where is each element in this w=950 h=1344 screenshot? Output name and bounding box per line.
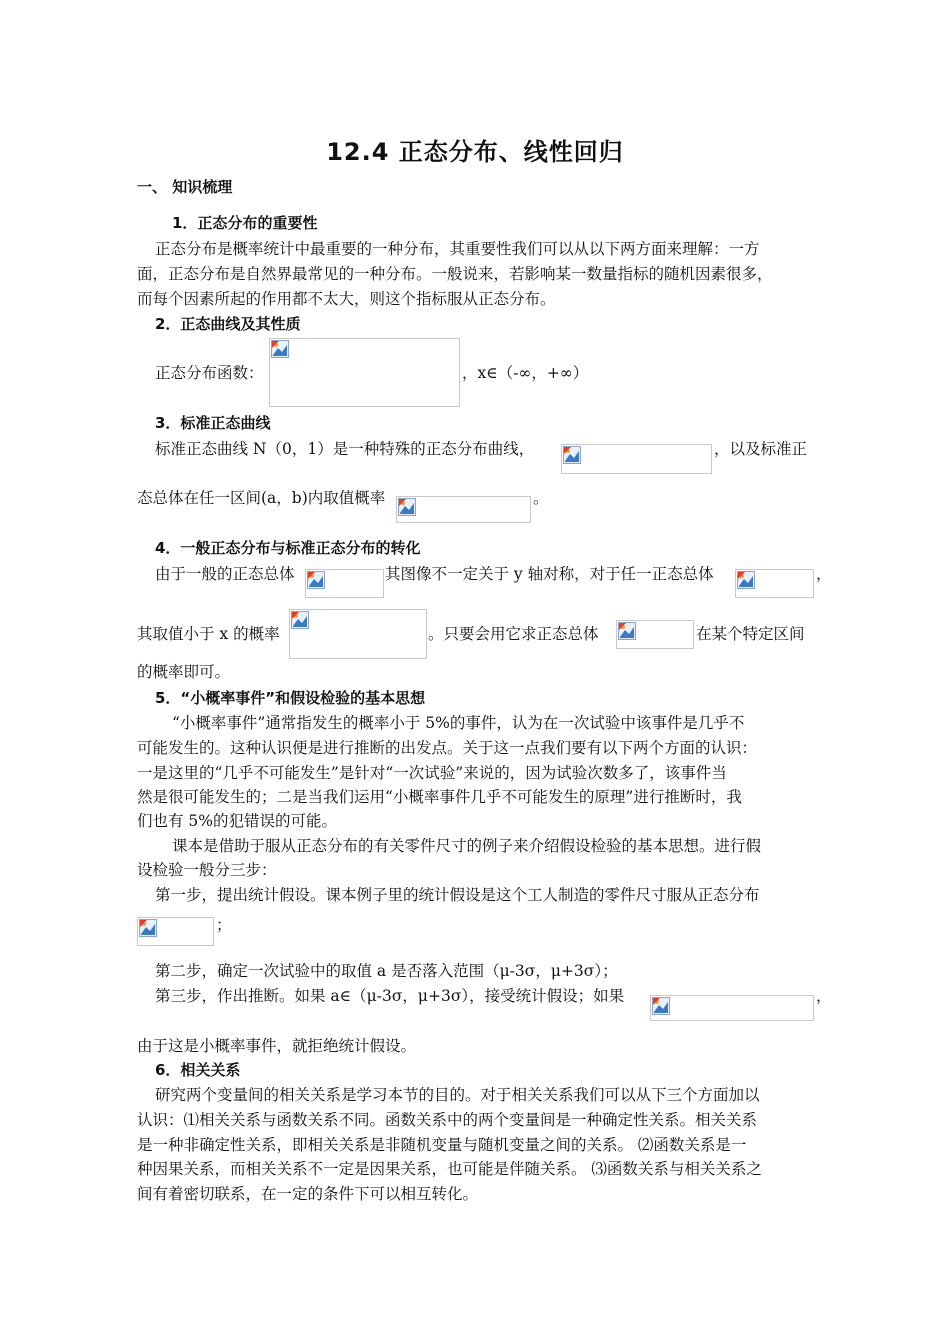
heading-small-probability: 5．“小概率事件”和假设检验的基本思想 <box>155 689 426 707</box>
broken-image-icon <box>618 622 636 640</box>
formula-image-placeholder <box>137 917 214 946</box>
paragraph-line: ，以及标准正 <box>714 440 808 458</box>
paragraph-line: 而每个因素所起的作用都不太大，则这个指标服从正态分布。 <box>137 290 556 308</box>
broken-image-icon <box>307 571 325 589</box>
paragraph-line: 种因果关系，而相关关系不一定是因果关系，也可能是伴随关系。 ⑶函数关系与相关关系之 <box>137 1160 762 1178</box>
paragraph-line: 。只要会用它求正态总体 <box>428 625 599 643</box>
paragraph-line: 一是这里的“几乎不可能发生”是针对“一次试验”来说的，因为试验次数多了，该事件当 <box>137 764 727 782</box>
formula-image-placeholder <box>396 496 531 523</box>
formula-image-placeholder <box>735 569 814 598</box>
broken-image-icon <box>291 611 309 629</box>
broken-image-icon <box>652 997 670 1015</box>
formula-image-placeholder <box>650 995 814 1021</box>
paragraph-line: 认识：⑴相关关系与函数关系不同。函数关系中的两个变量间是一种确定性关系。相关关系 <box>137 1111 758 1129</box>
heading-normal-importance: 1．正态分布的重要性 <box>172 214 318 232</box>
paragraph-line: 的概率即可。 <box>137 663 231 681</box>
paragraph-line: 研究两个变量间的相关关系是学习本节的目的。对于相关关系我们可以从下三个方面加以 <box>155 1086 760 1104</box>
paragraph-line: 。 <box>533 489 549 507</box>
broken-image-icon <box>737 571 755 589</box>
paragraph-line: 态总体在任一区间(a，b)内取值概率 <box>137 489 386 507</box>
paragraph-line: 其图像不一定关于 y 轴对称，对于任一正态总体 <box>385 565 714 583</box>
formula-image-placeholder <box>561 444 712 474</box>
paragraph-line: 第三步，作出推断。如果 a∈（μ-3σ，μ+3σ），接受统计假设；如果 <box>155 987 625 1005</box>
page-title: 12.4 正态分布、线性回归 <box>326 138 624 166</box>
formula-image-placeholder <box>305 569 384 598</box>
paragraph-line: 其取值小于 x 的概率 <box>137 625 280 643</box>
paragraph-line: 正态分布是概率统计中最重要的一种分布，其重要性我们可以从以下两方面来理解：一方 <box>155 240 760 258</box>
paragraph-line: “小概率事件”通常指发生的概率小于 5%的事件，认为在一次试验中该事件是几乎不 <box>172 714 745 732</box>
heading-normal-transform: 4．一般正态分布与标准正态分布的转化 <box>155 539 421 557</box>
broken-image-icon <box>398 498 416 516</box>
paragraph-line: 课本是借助于服从正态分布的有关零件尺寸的例子来介绍假设检验的基本思想。进行假 <box>172 837 762 855</box>
paragraph-line: 面，正态分布是自然界最常见的一种分布。一般说来，若影响某一数量指标的随机因素很多， <box>137 265 773 283</box>
normal-function-label: 正态分布函数： <box>155 364 264 382</box>
paragraph-line: 设检验一般分三步： <box>137 861 277 879</box>
paragraph-line: 第一步，提出统计假设。课本例子里的统计假设是这个工人制造的零件尺寸服从正态分布 <box>155 886 760 904</box>
section-heading-knowledge: 一、 知识梳理 <box>137 178 233 196</box>
broken-image-icon <box>563 446 581 464</box>
formula-image-placeholder <box>616 620 694 649</box>
broken-image-icon <box>139 919 157 937</box>
formula-image-placeholder <box>269 338 460 407</box>
paragraph-line: 可能发生的。这种认识便是进行推断的出发点。关于这一点我们要有以下两个方面的认识： <box>137 739 758 757</box>
broken-image-icon <box>271 340 289 358</box>
paragraph-line: 是一种非确定性关系，即相关关系是非随机变量与随机变量之间的关系。 ⑵函数关系是一 <box>137 1136 747 1154</box>
paragraph-line: 第二步，确定一次试验中的取值 a 是否落入范围（μ-3σ，μ+3σ）； <box>155 962 618 980</box>
paragraph-line: ； <box>216 916 232 934</box>
paragraph-line: 标准正态曲线 N（0，1）是一种特殊的正态分布曲线， <box>155 440 535 458</box>
paragraph-line: 由于一般的正态总体 <box>155 565 295 583</box>
paragraph-line: 们也有 5%的犯错误的可能。 <box>137 812 338 830</box>
heading-standard-curve: 3．标准正态曲线 <box>155 414 271 432</box>
formula-image-placeholder <box>289 609 427 659</box>
paragraph-line: 在某个特定区间 <box>696 625 805 643</box>
paragraph-line: ， <box>816 565 832 583</box>
heading-normal-curve: 2．正态曲线及其性质 <box>155 315 301 333</box>
domain-text: ，x∈（-∞，+∞） <box>462 364 589 382</box>
paragraph-line: 由于这是小概率事件，就拒绝统计假设。 <box>137 1037 417 1055</box>
paragraph-line: ， <box>816 987 832 1005</box>
heading-correlation: 6．相关关系 <box>155 1061 241 1079</box>
paragraph-line: 间有着密切联系，在一定的条件下可以相互转化。 <box>137 1185 479 1203</box>
paragraph-line: 然是很可能发生的；二是当我们运用“小概率事件几乎不可能发生的原理”进行推断时，我 <box>137 788 742 806</box>
